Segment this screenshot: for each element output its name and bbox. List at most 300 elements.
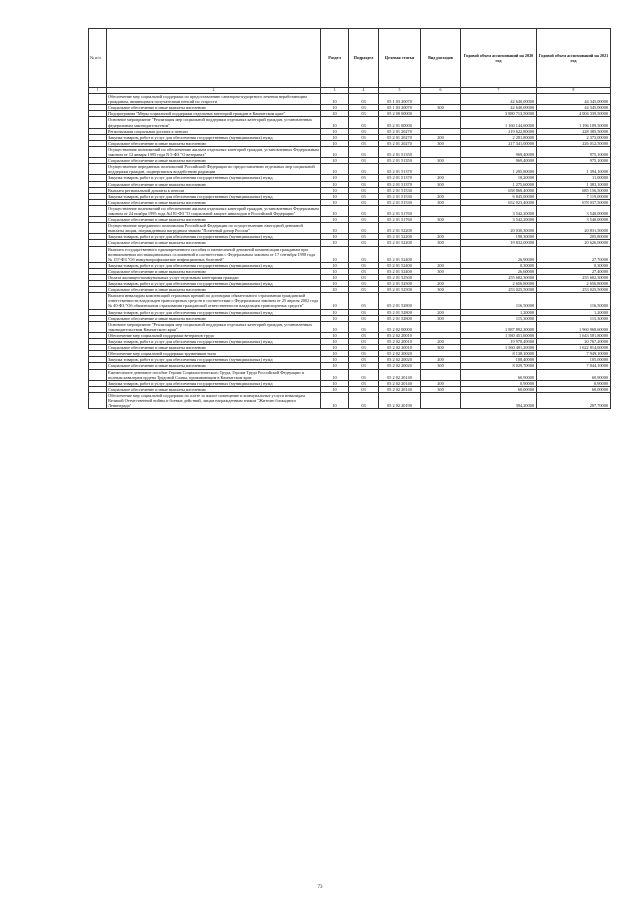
cell-podrazdel: 03 (349, 223, 379, 234)
cell-name: Обеспечение мер социальной поддержки ветеранов труда (107, 332, 321, 338)
header-target: Целевая статья (379, 29, 421, 88)
cell-name: Социальное обеспечение и иные выплаты населению (107, 158, 321, 164)
cell-value-2020: 1 560 481,20000 (461, 345, 537, 351)
cell-value-2020: 8 029,70000 (461, 363, 537, 369)
cell-podrazdel: 03 (349, 240, 379, 246)
cell-podrazdel: 03 (349, 339, 379, 345)
cell-value-2020: 1 580 451,60000 (461, 332, 537, 338)
cell-razdel: 10 (321, 187, 349, 193)
cell-value-2020: 8 138,10000 (461, 351, 537, 357)
cell-num (89, 117, 107, 128)
cell-num (89, 246, 107, 262)
cell-razdel: 10 (321, 240, 349, 246)
cell-podrazdel: 03 (349, 234, 379, 240)
cell-name: Ежемесячное денежное пособие Героям Социалистического Труда, Героям Труда Российской Федерации и полным кавалерам ордена Трудовой Славы, проживающим в Камчатском крае (107, 369, 321, 380)
cell-name: Региональная социальная доплата к пенсии (107, 128, 321, 134)
cell-podrazdel: 03 (349, 158, 379, 164)
cell-razdel: 10 (321, 111, 349, 117)
colnum-4: 4 (349, 88, 379, 94)
cell-value-2021: 7 119,00000 (537, 193, 611, 199)
cell-vr: 200 (421, 262, 461, 268)
cell-value-2021: 228 385,50000 (537, 128, 611, 134)
cell-razdel: 10 (321, 134, 349, 140)
cell-podrazdel: 03 (349, 275, 379, 281)
cell-value-2021: 1 622 814,60000 (537, 345, 611, 351)
cell-value-2020: 19 970,40000 (461, 339, 537, 345)
cell-razdel: 10 (321, 363, 349, 369)
cell-name: Социальное обеспечение и иные выплаты населению (107, 240, 321, 246)
cell-num (89, 164, 107, 175)
cell-podrazdel: 03 (349, 217, 379, 223)
cell-value-2021: 115,30000 (537, 315, 611, 321)
cell-name: Социальное обеспечение и иные выплаты населению (107, 287, 321, 293)
cell-razdel: 10 (321, 332, 349, 338)
cell-value-2021: 253 025,50000 (537, 287, 611, 293)
cell-target: 05 1 03 20070 (379, 94, 421, 105)
cell-podrazdel: 03 (349, 262, 379, 268)
cell-target: 05 2 01 20270 (379, 128, 421, 134)
cell-value-2020: 658 868,40000 (461, 187, 537, 193)
cell-value-2020: 116,50000 (461, 293, 537, 309)
cell-podrazdel: 03 (349, 111, 379, 117)
cell-target: 05 2 01 20270 (379, 134, 421, 140)
cell-podrazdel: 03 (349, 332, 379, 338)
cell-num (89, 293, 107, 309)
cell-vr (421, 293, 461, 309)
cell-name: Закупка товаров, работ и услуг для обеспечения государственных (муниципальных) нужд (107, 309, 321, 315)
cell-razdel: 10 (321, 262, 349, 268)
cell-vr: 200 (421, 357, 461, 363)
cell-target: 05 2 01 51350 (379, 158, 421, 164)
cell-name: Социальное обеспечение и иные выплаты населению (107, 268, 321, 274)
cell-value-2020: 1,20000 (461, 309, 537, 315)
cell-razdel: 10 (321, 234, 349, 240)
cell-razdel: 10 (321, 193, 349, 199)
colnum-1: 1 (89, 88, 107, 94)
cell-target: 05 2 01 52200 (379, 234, 421, 240)
table-row (89, 164, 611, 175)
cell-podrazdel: 03 (349, 351, 379, 357)
page-number: 73 (317, 885, 323, 890)
cell-num (89, 321, 107, 332)
cell-razdel: 10 (321, 205, 349, 216)
cell-value-2021: 20 831,50000 (537, 223, 611, 234)
cell-vr (421, 392, 461, 408)
cell-target: 05 2 02 20020 (379, 351, 421, 357)
cell-target: 05 2 01 52200 (379, 223, 421, 234)
cell-value-2021: 678 037,50000 (537, 199, 611, 205)
cell-value-2021: 1 643 581,80000 (537, 332, 611, 338)
table-row (89, 293, 611, 309)
cell-target: 05 2 02 20020 (379, 357, 421, 363)
cell-target: 05 2 00 00000 (379, 111, 421, 117)
cell-target: 05 2 02 00000 (379, 321, 421, 332)
cell-value-2020: 1 887 892,30000 (461, 321, 537, 332)
cell-podrazdel: 03 (349, 380, 379, 386)
cell-podrazdel: 03 (349, 268, 379, 274)
cell-value-2020: 42 640,00000 (461, 94, 537, 105)
cell-value-2020: 3 880 713,50000 (461, 111, 537, 117)
cell-value-2021: 975,10000 (537, 146, 611, 157)
cell-target: 05 2 01 51350 (379, 146, 421, 157)
cell-target: 05 2 01 51370 (379, 181, 421, 187)
cell-value-2020: 60,90000 (461, 369, 537, 380)
colnum-7: 7 (461, 88, 537, 94)
cell-vr: 300 (421, 345, 461, 351)
cell-value-2021: 20 767,20000 (537, 339, 611, 345)
cell-podrazdel: 03 (349, 386, 379, 392)
cell-value-2021: 7 949,10000 (537, 351, 611, 357)
cell-vr (421, 321, 461, 332)
header-podrazdel: Подраздел (349, 29, 379, 88)
colnum-2: 2 (107, 88, 321, 94)
cell-target: 05 2 01 52800 (379, 293, 421, 309)
cell-name: Выплата государственного единовременного пособия и ежемесячной денежной компенсации гражданам при возникновении поствакцинальных осложнений в соответствии с Федеральным законом от 17 сентября 1998 года № 157-ФЗ "Об иммунопрофилактике инфекционных болезней" (107, 246, 321, 262)
cell-podrazdel: 03 (349, 321, 379, 332)
cell-name: Обеспечение мер социальной поддержки по плате за жилое помещение и коммунальные услуги инвалидам Великой Отечественной войны и боевых действий, лицам награжденным знаком "Жителю блокадного Ленинграда" (107, 392, 321, 408)
header-2020: Годовой объем ассигнований на 2020 год (461, 29, 537, 88)
cell-vr: 200 (421, 175, 461, 181)
cell-name: Обеспечение мер социальной поддержки тружеников тыла (107, 351, 321, 357)
cell-target: 05 2 02 20010 (379, 339, 421, 345)
cell-target: 05 2 01 51760 (379, 217, 421, 223)
cell-podrazdel: 03 (349, 315, 379, 321)
cell-value-2020: 1 160 144,60000 (461, 117, 537, 128)
cell-name: Закупка товаров, работ и услуг для обеспечения государственных (муниципальных) нужд (107, 134, 321, 140)
cell-value-2020: 115,30000 (461, 315, 537, 321)
cell-name: Основное мероприятие "Реализация мер социальной поддержки отдельных категорий граждан, установленных федеральным законодательством" (107, 117, 321, 128)
cell-podrazdel: 03 (349, 392, 379, 408)
cell-target: 05 2 01 52400 (379, 262, 421, 268)
cell-value-2021: 975,10000 (537, 158, 611, 164)
colnum-6: 6 (421, 88, 461, 94)
cell-target: 05 2 01 00000 (379, 117, 421, 128)
cell-podrazdel: 03 (349, 287, 379, 293)
cell-vr: 300 (421, 158, 461, 164)
cell-podrazdel: 03 (349, 193, 379, 199)
cell-vr: 300 (421, 105, 461, 111)
cell-vr (421, 164, 461, 175)
cell-podrazdel: 03 (349, 94, 379, 105)
cell-razdel: 10 (321, 345, 349, 351)
cell-num (89, 205, 107, 216)
cell-name: Осуществление переданных полномочий Российской Федерации по предоставлению отдельных мер социальной поддержки граждан, подвергшихся воздействию радиации (107, 164, 321, 175)
cell-razdel: 10 (321, 386, 349, 392)
cell-vr: 300 (421, 363, 461, 369)
table-row (89, 94, 611, 105)
cell-name: Закупка товаров, работ и услуг для обеспечения государственных (муниципальных) нужд (107, 339, 321, 345)
cell-podrazdel: 03 (349, 105, 379, 111)
cell-name: Закупка товаров, работ и услуг для обеспечения государственных (муниципальных) нужд (107, 262, 321, 268)
cell-name: Закупка товаров, работ и услуг для обеспечения государственных (муниципальных) нужд (107, 281, 321, 287)
cell-vr: 200 (421, 281, 461, 287)
cell-vr: 300 (421, 217, 461, 223)
cell-name: Выплата региональной доплаты к пенсии (107, 187, 321, 193)
cell-value-2020: 19 832,00000 (461, 240, 537, 246)
cell-value-2021: 2 656,80000 (537, 281, 611, 287)
cell-razdel: 10 (321, 321, 349, 332)
cell-podrazdel: 03 (349, 187, 379, 193)
cell-value-2020: 198,30000 (461, 234, 537, 240)
cell-target: 05 2 01 52400 (379, 246, 421, 262)
cell-vr: 300 (421, 386, 461, 392)
cell-name: Закупка товаров, работ и услуг для обеспечения государственных (муниципальных) нужд (107, 175, 321, 181)
cell-name: Социальное обеспечение и иные выплаты населению (107, 105, 321, 111)
cell-vr: 300 (421, 240, 461, 246)
cell-target: 05 2 02 20010 (379, 332, 421, 338)
cell-value-2020: 10,20000 (461, 175, 537, 181)
cell-value-2021: 0,30000 (537, 262, 611, 268)
cell-vr: 300 (421, 140, 461, 146)
cell-target: 05 2 01 52500 (379, 287, 421, 293)
cell-razdel: 10 (321, 181, 349, 187)
cell-podrazdel: 03 (349, 281, 379, 287)
table-row (89, 369, 611, 380)
cell-num (89, 369, 107, 380)
cell-vr: 200 (421, 134, 461, 140)
cell-podrazdel: 03 (349, 164, 379, 175)
cell-value-2020: 219 622,80000 (461, 128, 537, 134)
cell-num (89, 223, 107, 234)
cell-target: 05 2 01 20270 (379, 140, 421, 146)
cell-value-2021: 2 373,00000 (537, 134, 611, 140)
cell-value-2020: 0,90000 (461, 380, 537, 386)
table-row (89, 223, 611, 234)
cell-value-2021: 3 540,00000 (537, 217, 611, 223)
cell-value-2020: 26,60000 (461, 268, 537, 274)
cell-value-2020: 394,20000 (461, 392, 537, 408)
cell-vr: 300 (421, 315, 461, 321)
cell-target: 05 2 01 52200 (379, 240, 421, 246)
cell-target: 05 2 02 20140 (379, 369, 421, 380)
cell-name: Осуществление полномочий по обеспечению жильем отдельных категорий граждан, установленных Федеральным законом от 12 января 1995 года N 5-ФЗ "О ветеранах" (108, 146, 319, 158)
cell-name: Закупка товаров, работ и услуг для обеспечения государственных (муниципальных) нужд (107, 380, 321, 386)
cell-podrazdel: 03 (349, 246, 379, 262)
cell-razdel: 10 (321, 392, 349, 408)
cell-value-2020: 60,00000 (461, 386, 537, 392)
cell-podrazdel: 03 (349, 134, 379, 140)
cell-name: Социальное обеспечение и иные выплаты населению (107, 345, 321, 351)
cell-vr: 200 (421, 339, 461, 345)
cell-razdel: 10 (321, 357, 349, 363)
table-row (89, 117, 611, 128)
colnum-8: 8 (537, 88, 611, 94)
cell-target: 05 2 02 20140 (379, 380, 421, 386)
cell-razdel: 10 (321, 140, 349, 146)
cell-value-2021: 60,00000 (537, 386, 611, 392)
cell-podrazdel: 03 (349, 369, 379, 380)
cell-value-2021: 11,00000 (537, 175, 611, 181)
cell-value-2020: 1 275,60000 (461, 181, 537, 187)
cell-value-2020: 26,90000 (461, 246, 537, 262)
cell-value-2021: 287,70000 (537, 392, 611, 408)
cell-vr: 300 (421, 181, 461, 187)
table-row (89, 146, 611, 157)
cell-num (89, 146, 107, 157)
cell-name: Закупка товаров, работ и услуг для обеспечения государственных (муниципальных) нужд (107, 193, 321, 199)
cell-name: Подпрограмма "Меры социальной поддержки отдельных категорий граждан в Камчатском крае" (107, 111, 321, 117)
cell-value-2020: 1 285,80000 (461, 164, 537, 175)
cell-name: Закупка товаров, работ и услуг для обеспечения государственных (муниципальных) нужд (107, 357, 321, 363)
cell-razdel: 10 (321, 351, 349, 357)
cell-name: Обеспечение мер социальной поддержки по предоставлению санаторно-курортного лечения неработающим гражданам, являющимся получателями пенсий по старости (107, 94, 321, 105)
table-row (89, 246, 611, 262)
cell-razdel: 10 (321, 309, 349, 315)
cell-vr (421, 205, 461, 216)
cell-value-2020: 3 542,20000 (461, 217, 537, 223)
cell-vr: 300 (421, 268, 461, 274)
cell-name: Осуществление переданного полномочия Российской Федерации по осуществлению ежегодной денежной выплаты лицам, награжденным нагрудным знаком "Почетный донор России" (107, 223, 321, 234)
cell-razdel: 10 (321, 117, 349, 128)
cell-value-2021: 27,70000 (537, 246, 611, 262)
cell-value-2020: 20 030,30000 (461, 223, 537, 234)
document-page (88, 28, 610, 409)
cell-razdel: 10 (321, 105, 349, 111)
cell-value-2021: 205,80000 (537, 234, 611, 240)
cell-podrazdel: 03 (349, 293, 379, 309)
cell-vr (421, 223, 461, 234)
table-row (89, 321, 611, 332)
cell-razdel: 10 (321, 287, 349, 293)
cell-vr (421, 94, 461, 105)
header-razdel: Раздел (321, 29, 349, 88)
cell-podrazdel: 03 (349, 205, 379, 216)
cell-value-2020: 108,40000 (461, 357, 537, 363)
cell-target: 05 2 02 20020 (379, 363, 421, 369)
cell-target: 05 2 01 51370 (379, 175, 421, 181)
cell-value-2020: 652 023,40000 (461, 199, 537, 205)
cell-target: 05 2 01 51530 (379, 193, 421, 199)
cell-podrazdel: 03 (349, 363, 379, 369)
cell-value-2021: 27,40000 (537, 268, 611, 274)
cell-value-2021: 1,20000 (537, 309, 611, 315)
cell-value-2021: 226 012,50000 (537, 140, 611, 146)
cell-vr: 200 (421, 234, 461, 240)
cell-vr: 300 (421, 287, 461, 293)
cell-razdel: 10 (321, 293, 349, 309)
cell-podrazdel: 03 (349, 199, 379, 205)
cell-value-2021: 0,90000 (537, 380, 611, 386)
cell-razdel: 10 (321, 369, 349, 380)
cell-name: Социальное обеспечение и иные выплаты населению (107, 363, 321, 369)
cell-vr: 200 (421, 309, 461, 315)
header-name (107, 29, 321, 88)
cell-razdel: 10 (321, 94, 349, 105)
cell-vr (421, 246, 461, 262)
cell-name: Выплата инвалидам компенсаций страховых премий по договорам обязательного страхования гражданской ответственности владельцев транспортных средств в соответствии с Федеральным законом от 25 апреля 2002 года № 40-ФЗ "Об обязательном страховании гражданской ответственности владельцев транспортных средств" (107, 293, 321, 309)
cell-podrazdel: 03 (349, 146, 379, 157)
cell-target: 05 2 01 51370 (379, 164, 421, 175)
cell-name: Осуществление полномочий по обеспечению жильем отдельных категорий граждан, установленных Федеральным законом от 24 ноября 1995 года №181-ФЗ "О социальной защите инвалидов в Российской Федерации" (108, 205, 319, 216)
cell-target: 05 2 01 52800 (379, 315, 421, 321)
cell-value-2021: 105,00000 (537, 357, 611, 363)
cell-value-2021: 685 156,50000 (537, 187, 611, 193)
colnum-5: 5 (379, 88, 421, 94)
cell-name: Социальное обеспечение и иные выплаты населению (107, 140, 321, 146)
cell-razdel: 10 (321, 217, 349, 223)
cell-target: 05 2 01 52500 (379, 281, 421, 287)
cell-podrazdel: 03 (349, 345, 379, 351)
cell-podrazdel: 03 (349, 181, 379, 187)
cell-name: Социальное обеспечение и иные выплаты населению (107, 315, 321, 321)
cell-name: Закупка товаров, работ и услуг для обеспечения государственных (муниципальных) нужд (107, 234, 321, 240)
cell-value-2021: 116,50000 (537, 293, 611, 309)
cell-value-2020: 3 542,20000 (461, 205, 537, 216)
cell-value-2021: 1 196 109,50000 (537, 117, 611, 128)
cell-podrazdel: 03 (349, 175, 379, 181)
cell-num (89, 392, 107, 408)
cell-value-2021: 20 626,00000 (537, 240, 611, 246)
table-body (89, 94, 611, 409)
cell-razdel: 10 (321, 315, 349, 321)
cell-value-2020: 2 281,80000 (461, 134, 537, 140)
cell-razdel: 10 (321, 246, 349, 262)
cell-razdel: 10 (321, 175, 349, 181)
cell-target: 05 1 03 20070 (379, 105, 421, 111)
colnum-3: 3 (321, 88, 349, 94)
cell-podrazdel: 03 (349, 117, 379, 128)
cell-num (89, 94, 107, 105)
cell-name: Оплата жилищно-коммунальных услуг отдельным категориям граждан (107, 275, 321, 281)
header-row (89, 29, 611, 88)
cell-value-2021: 3 540,00000 (537, 205, 611, 216)
cell-vr: 300 (421, 199, 461, 205)
cell-razdel: 10 (321, 128, 349, 134)
cell-target: 05 2 02 20010 (379, 345, 421, 351)
cell-value-2020: 217 341,00000 (461, 140, 537, 146)
cell-value-2021: 1 383,10000 (537, 181, 611, 187)
cell-target: 05 2 01 52500 (379, 275, 421, 281)
cell-name: Социальное обеспечение и иные выплаты населению (107, 199, 321, 205)
cell-value-2021: 4 004 339,50000 (537, 111, 611, 117)
cell-razdel: 10 (321, 146, 349, 157)
cell-value-2021: 1 394,10000 (537, 164, 611, 175)
cell-target: 05 2 01 51530 (379, 187, 421, 193)
cell-razdel: 10 (321, 164, 349, 175)
cell-target: 05 2 02 20140 (379, 386, 421, 392)
cell-value-2020: 253 025,50000 (461, 287, 537, 293)
cell-vr (421, 146, 461, 157)
header-num: № п/п (89, 29, 107, 88)
cell-value-2020: 6 845,00000 (461, 193, 537, 199)
budget-table (88, 28, 611, 409)
cell-target: 05 2 01 52400 (379, 268, 421, 274)
cell-razdel: 10 (321, 158, 349, 164)
table-row (89, 205, 611, 216)
cell-vr (421, 369, 461, 380)
cell-vr: 200 (421, 380, 461, 386)
cell-value-2020: 42 640,00000 (461, 105, 537, 111)
cell-target: 05 2 01 52800 (379, 309, 421, 315)
cell-razdel: 10 (321, 199, 349, 205)
cell-razdel: 10 (321, 223, 349, 234)
cell-value-2020: 255 682,30000 (461, 275, 537, 281)
cell-podrazdel: 03 (349, 140, 379, 146)
cell-value-2021: 7 844,10000 (537, 363, 611, 369)
cell-razdel: 10 (321, 339, 349, 345)
cell-name: Социальное обеспечение и иные выплаты населению (107, 181, 321, 187)
cell-value-2021: 44 345,00000 (537, 94, 611, 105)
cell-razdel: 10 (321, 281, 349, 287)
cell-value-2020: 2 656,80000 (461, 281, 537, 287)
cell-value-2021: 60,90000 (537, 369, 611, 380)
cell-name: Социальное обеспечение и иные выплаты населению (107, 217, 321, 223)
cell-vr: 200 (421, 193, 461, 199)
cell-target: 05 2 02 20190 (379, 392, 421, 408)
cell-razdel: 10 (321, 275, 349, 281)
cell-target: 05 2 01 51760 (379, 205, 421, 216)
cell-podrazdel: 03 (349, 357, 379, 363)
